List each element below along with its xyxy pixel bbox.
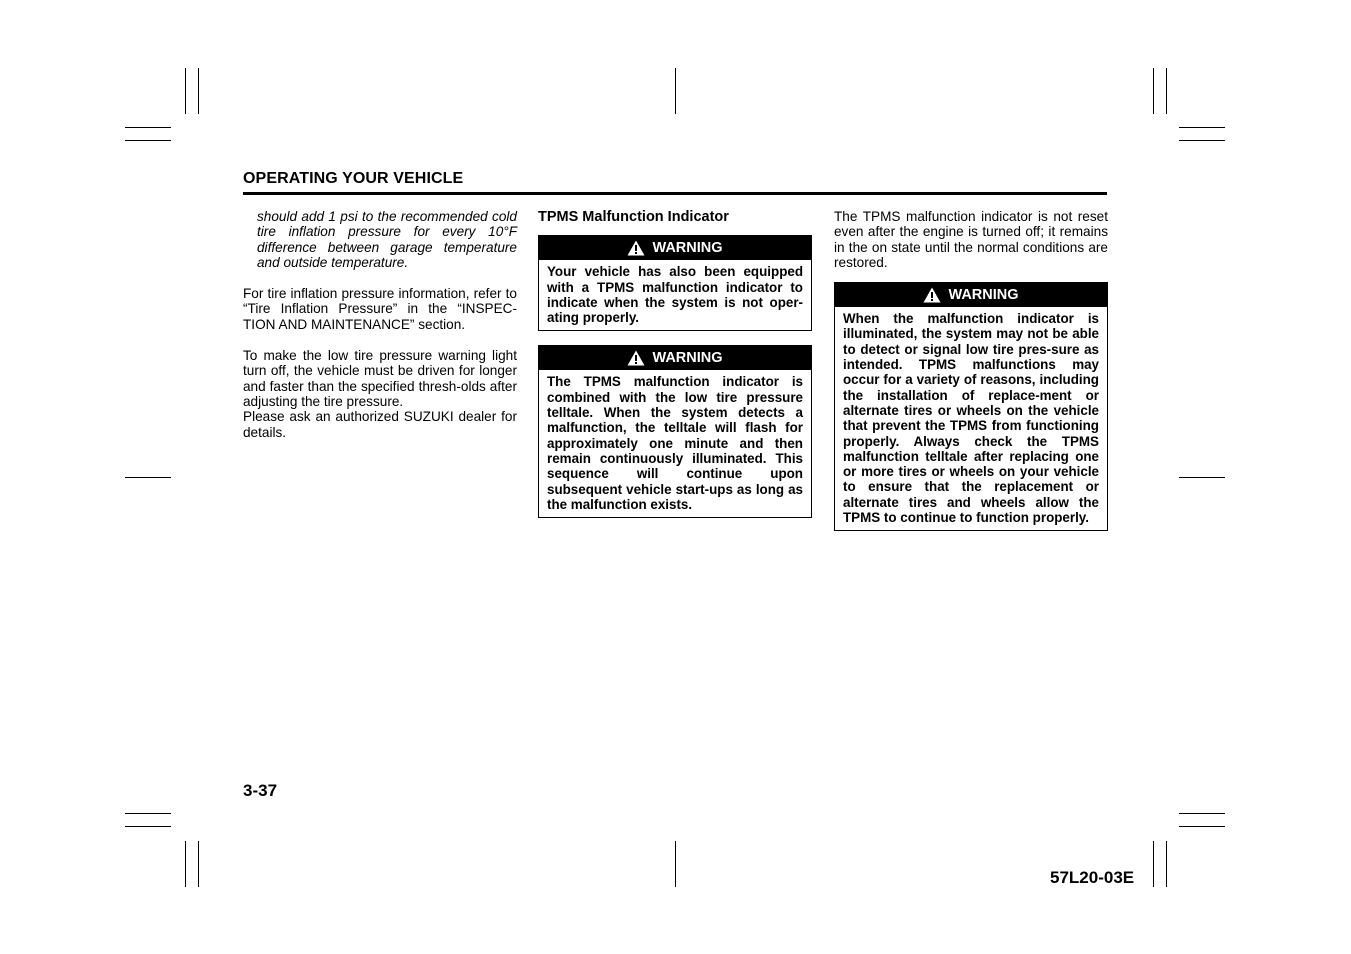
warning-text: Your vehicle has also been equipped with a TPMS malfunction indicator to indicate when the system is not oper-ating properly. bbox=[547, 264, 803, 326]
inflation-reference-paragraph: For tire inflation pressure information, refer to “Tire Inflation Pressure” in the “INSPEC-TION AND MAINTENANCE” section. bbox=[243, 286, 517, 332]
crop-mark bbox=[1179, 477, 1225, 478]
warning-label: WARNING bbox=[948, 286, 1019, 303]
warning-triangle-icon bbox=[627, 350, 645, 366]
column-left bbox=[243, 209, 517, 440]
page-number: 3-37 bbox=[243, 781, 278, 800]
crop-mark bbox=[125, 813, 171, 814]
crop-mark bbox=[125, 140, 171, 141]
warning-header bbox=[539, 236, 811, 260]
crop-mark bbox=[1153, 841, 1154, 887]
crop-mark bbox=[1166, 68, 1167, 114]
crop-mark bbox=[185, 841, 186, 887]
tpms-malfunction-heading: TPMS Malfunction Indicator bbox=[538, 209, 729, 225]
document-code: 57L20-03E bbox=[1050, 868, 1135, 887]
crop-mark bbox=[125, 826, 171, 827]
crop-mark bbox=[1153, 68, 1154, 114]
crop-mark bbox=[125, 477, 171, 478]
warning-label: WARNING bbox=[652, 349, 723, 366]
dealer-paragraph: Please ask an authorized SUZUKI dealer for details. bbox=[243, 409, 517, 440]
crop-mark bbox=[1179, 127, 1225, 128]
header-rule bbox=[243, 192, 1107, 195]
inflation-note: should add 1 psi to the recommended cold tire inflation pressure for every 10°F difference between garage temperature and outside temperature. bbox=[257, 209, 517, 270]
warning-header bbox=[539, 346, 811, 370]
crop-mark bbox=[198, 841, 199, 887]
crop-mark bbox=[675, 841, 676, 887]
crop-mark bbox=[185, 68, 186, 114]
column-middle bbox=[538, 209, 812, 518]
warning-text: The TPMS malfunction indicator is combined with the low tire pressure telltale. When the system detects a malfunction, the telltale will flash for approximately one minute and then remain continuously illuminated. This sequence will continue upon subsequent vehicle start-ups as long as the malfunction exists. bbox=[547, 374, 803, 512]
warning-text: When the malfunction indicator is illuminated, the system may not be able to detect or signal low tire pres-sure as intended. TPMS malfunctions may occur for a variety of reasons, including the installation of replace-ment or alternate tires or wheels on the vehicle that prevent the TPMS from functioning properly. Always check the TPMS malfunction telltale after replacing one or more tires or wheels on your vehicle to ensure that the replacement or alternate tires and wheels allow the TPMS to continue to function properly. bbox=[843, 311, 1099, 526]
crop-mark bbox=[1166, 841, 1167, 887]
crop-mark bbox=[675, 68, 676, 114]
warning-light-paragraph: To make the low tire pressure warning light turn off, the vehicle must be driven for longer and faster than the specified thresh-olds after adjusting the tire pressure. bbox=[243, 348, 517, 409]
warning-header bbox=[835, 283, 1107, 307]
column-right bbox=[834, 209, 1108, 531]
warning-label: WARNING bbox=[652, 239, 723, 256]
crop-mark bbox=[1179, 813, 1225, 814]
warning-box bbox=[834, 282, 1108, 531]
section-title: OPERATING YOUR VEHICLE bbox=[243, 170, 464, 187]
warning-triangle-icon bbox=[923, 287, 941, 303]
crop-mark bbox=[198, 68, 199, 114]
crop-mark bbox=[125, 127, 171, 128]
warning-box bbox=[538, 235, 812, 331]
warning-triangle-icon bbox=[627, 240, 645, 256]
reset-paragraph: The TPMS malfunction indicator is not reset even after the engine is turned off; it remains in the on state until the normal conditions are restored. bbox=[834, 209, 1108, 270]
crop-mark bbox=[1179, 826, 1225, 827]
warning-box bbox=[538, 345, 812, 518]
crop-mark bbox=[1179, 140, 1225, 141]
